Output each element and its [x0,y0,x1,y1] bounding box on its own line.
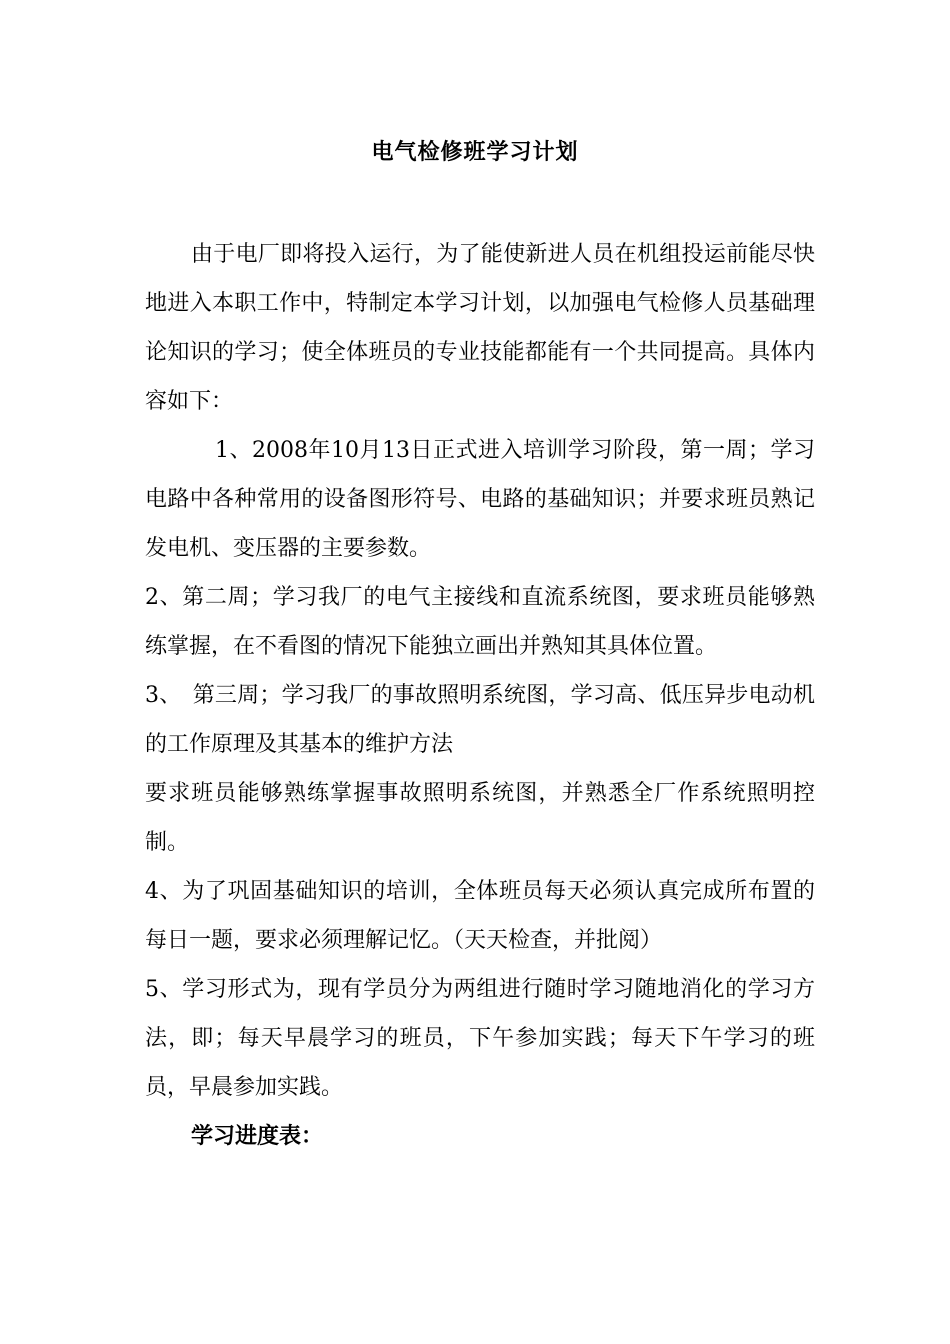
intro-paragraph: 由于电厂即将投入运行，为了能使新进人员在机组投运前能尽快地进入本职工作中，特制定本学习计划，以加强电气检修人员基础理论知识的学习；使全体班员的专业技能都能有一个共同提高。具体内容如下： [145,242,815,414]
document-body [145,230,815,1161]
document-title: 电气检修班学习计划 [371,139,579,165]
item-3-requirement-paragraph: 要求班员能够熟练掌握事故照明系统图，并熟悉全厂作系统照明控制。 [145,781,815,855]
item-2-paragraph: 2、第二周；学习我厂的电气主接线和直流系统图，要求班员能够熟练掌握，在不看图的情况下能独立画出并熟知其具体位置。 [145,585,815,659]
item-4-paragraph: 4、为了巩固基础知识的培训，全体班员每天必须认真完成所布置的每日一题，要求必须理解记忆。（天天检查，并批阅） [145,879,815,953]
item-3-paragraph: 3、 第三周；学习我厂的事故照明系统图，学习高、低压异步电动机的工作原理及其基本的维护方法 [145,683,815,757]
item-1-paragraph: 1、2008年10月13日正式进入培训学习阶段，第一周；学习电路中各种常用的设备图形符号、电路的基础知识；并要求班员熟记发电机、变压器的主要参数。 [145,438,815,561]
schedule-heading: 学习进度表： [191,1123,324,1149]
item-5-paragraph: 5、学习形式为，现有学员分为两组进行随时学习随地消化的学习方法，即；每天早晨学习的班员，下午参加实践；每天下午学习的班员，早晨参加实践。 [145,977,815,1100]
